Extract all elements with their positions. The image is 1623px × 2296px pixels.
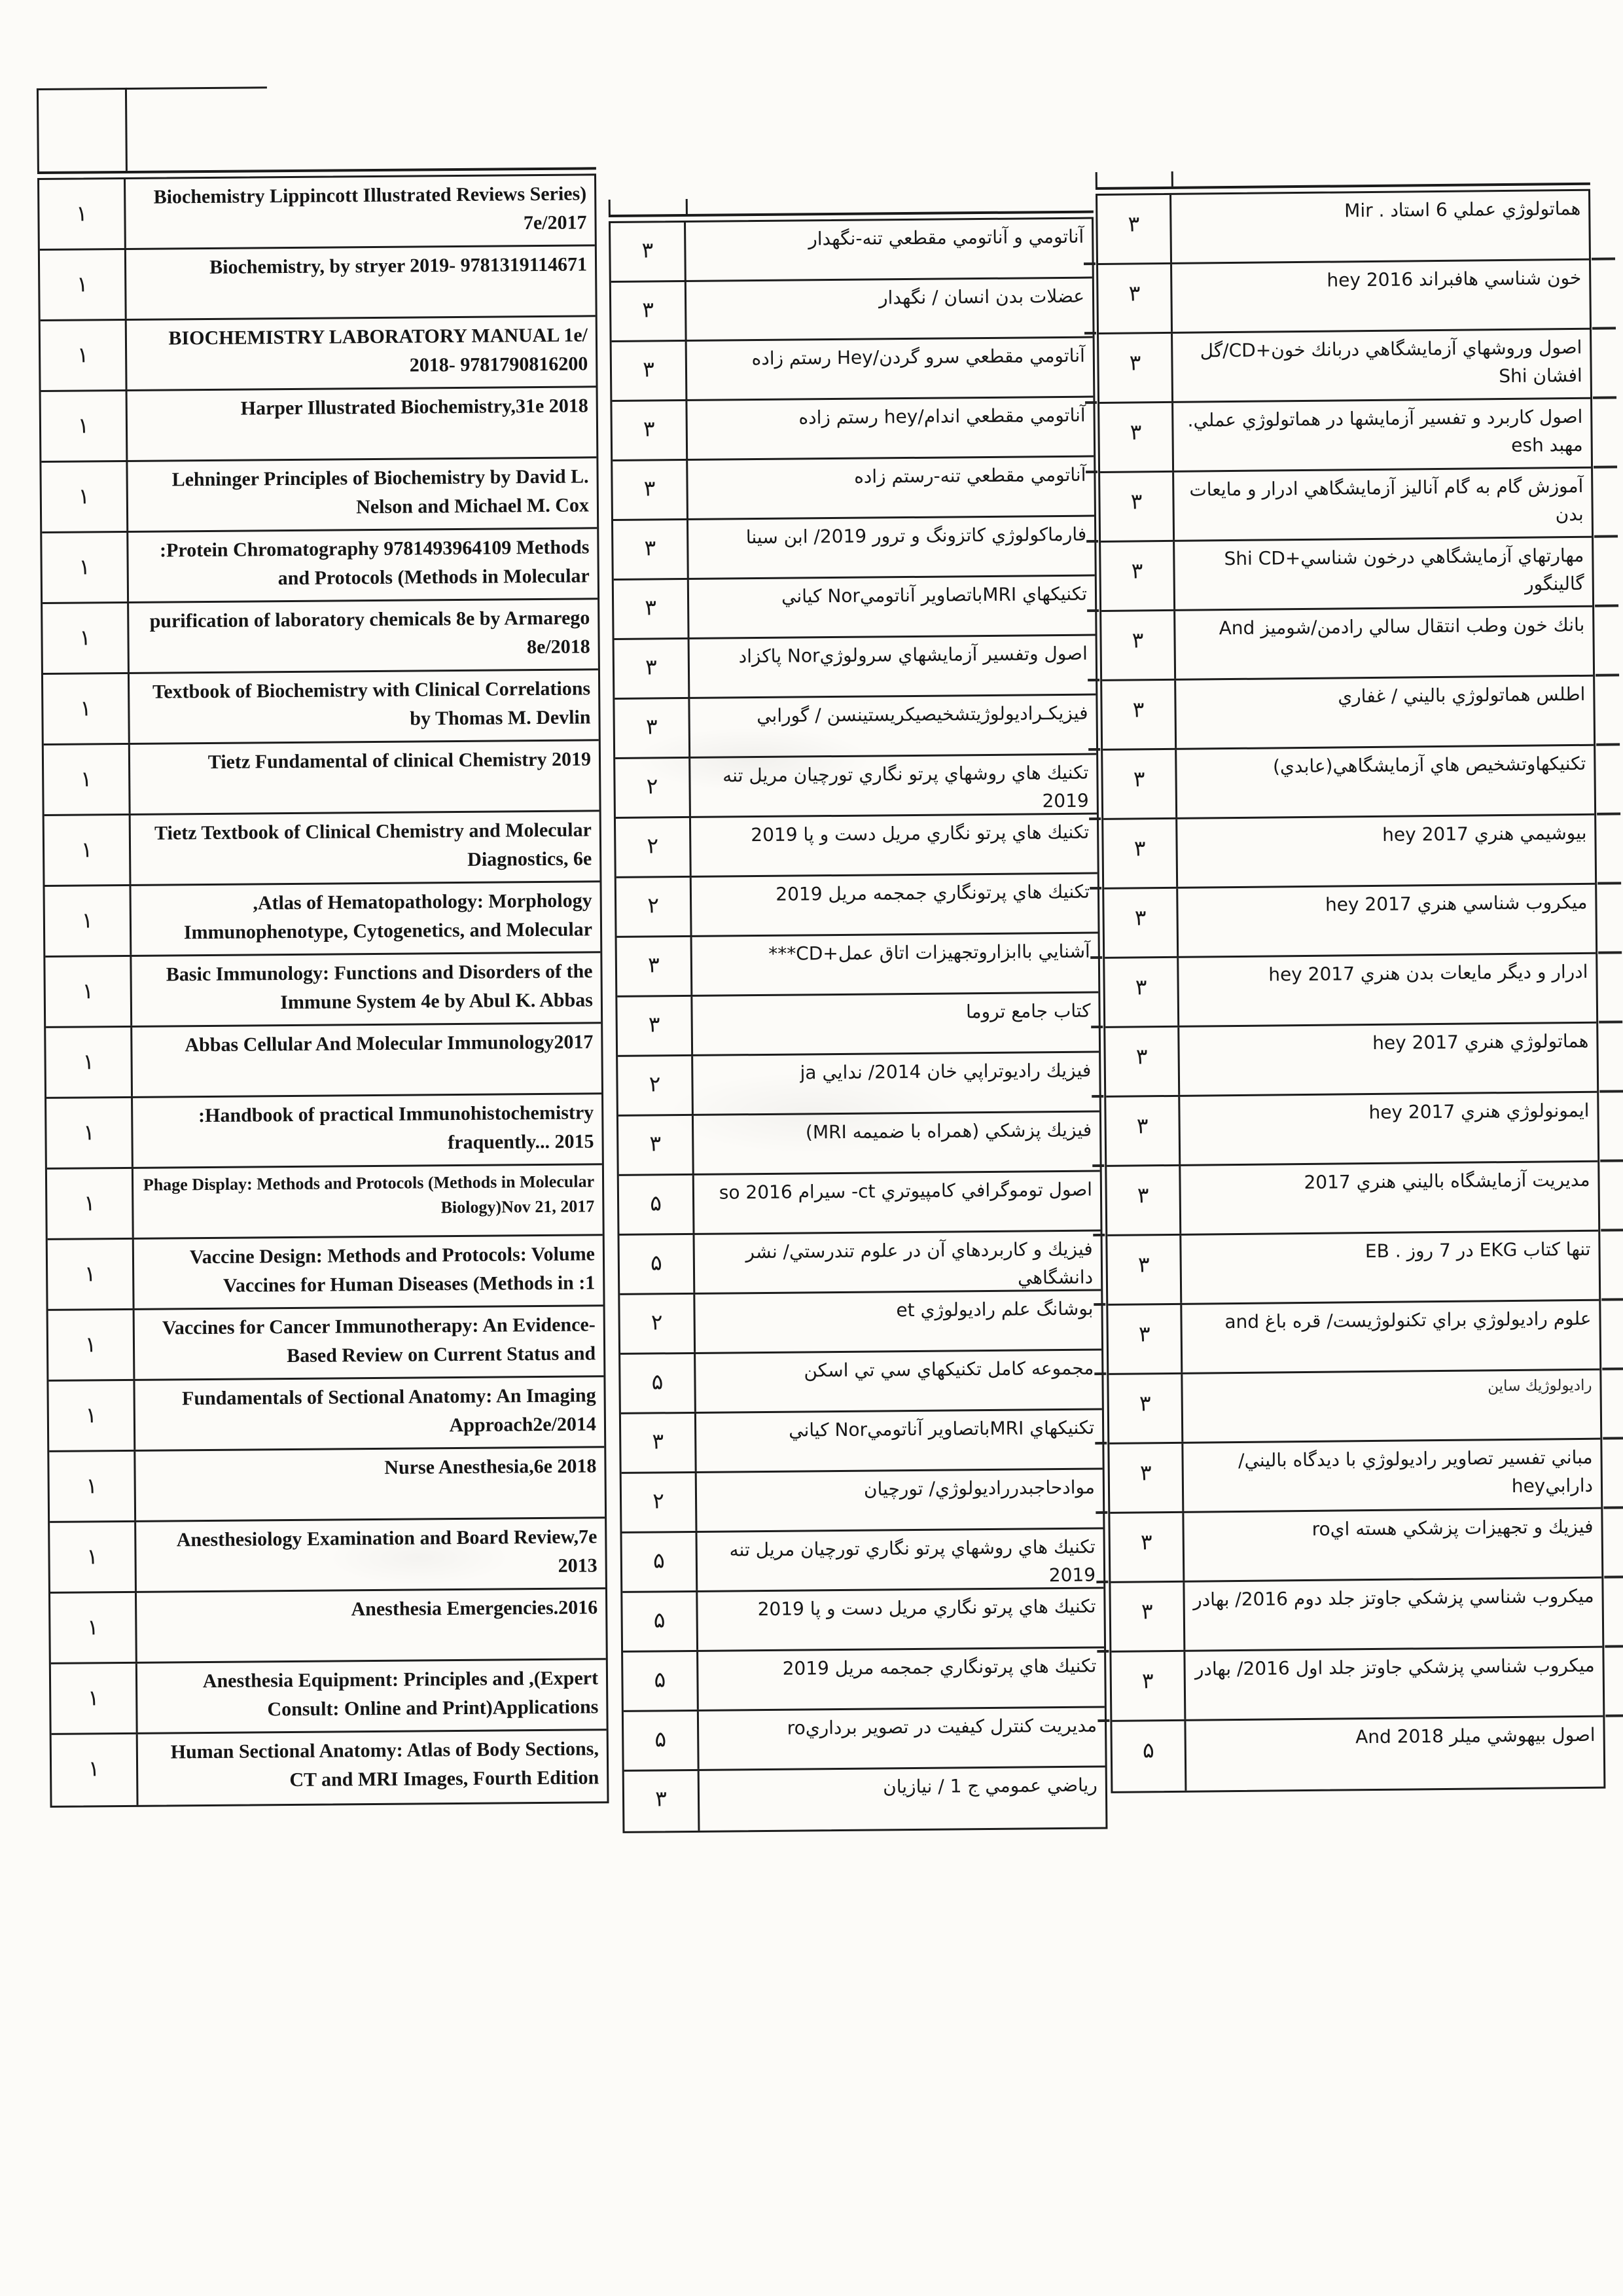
book-title-cell: رياضي عمومي ج 1 / نيازيان: [883, 1774, 1098, 1798]
book-title-cell: فيزيكـراديولوژيتشخيصيكريستينسن / گورابي: [756, 702, 1088, 727]
book-title-cell: بانك خون وطب انتقال سالي رادمن/شوميز And: [1219, 613, 1585, 639]
row-line-overshoot: [1084, 332, 1096, 334]
book-title-cell: بوشانگ علم راديولوژي et: [896, 1297, 1094, 1321]
book-title-cell: اصول وتفسير آزمايشهاي سرولوژيNor پاكزاد: [738, 642, 1088, 668]
quantity-cell: ١: [41, 391, 128, 461]
row-line-overshoot: [1601, 1298, 1623, 1300]
cutoff-row-divider-line: [1171, 171, 1173, 187]
table-row: [1101, 538, 1592, 612]
table-row: [1112, 1717, 1603, 1791]
cutoff-row-left-line: [1096, 172, 1097, 187]
table-row: [48, 1377, 604, 1452]
quantity-cell: ٢: [616, 878, 692, 936]
row-line-overshoot: [1598, 951, 1622, 954]
quantity-cell: ١: [45, 886, 132, 956]
book-title-cell: ,Atlas of Hematopathology: Morphology Immunophenotype, Cytogenetics, and Molecular: [183, 889, 593, 943]
book-title-cell: ميكروب شناسي پزشكي جاوتز جلد دوم 2016/ بهادر: [1193, 1585, 1594, 1611]
quantity-cell: ١: [43, 603, 130, 673]
book-title-cell: ايمونولوژي هنري hey 2017: [1368, 1099, 1590, 1124]
quantity-cell: ٣: [1107, 1166, 1181, 1234]
row-line-overshoot: [1601, 1229, 1623, 1231]
table-row: [41, 387, 597, 463]
row-line-overshoot: [1594, 535, 1618, 537]
book-title-cell: اصول كاربرد و تفسير آزمايشها در هماتولوژي عملي. مهبد esh: [1187, 405, 1583, 456]
row-line-overshoot: [1088, 679, 1099, 681]
quantity-cell: ٣: [621, 1414, 697, 1472]
book-title-cell: اصول توموگرافي كامپيوتري ct- سيرام so 2016: [719, 1178, 1093, 1204]
book-title-cell: Biochemistry, by stryer 2019- 9781319114671: [209, 253, 588, 278]
table-row: [1099, 330, 1590, 404]
quantity-cell: ٣: [614, 580, 690, 638]
book-title-cell: هماتولوژي عملي 6 استاد . Mir: [1344, 197, 1581, 222]
quantity-cell: ٣: [1107, 1236, 1182, 1304]
book-title-cell: اصول وروشهاي آزمايشگاهي دربانك خون+CD/گل افشان Shi: [1200, 336, 1582, 387]
table-row: [45, 882, 601, 958]
table-row: [48, 1306, 604, 1382]
book-title-cell: Textbook of Biochemistry with Clinical Correlations by Thomas M. Devlin: [152, 677, 591, 730]
table-row: [1102, 677, 1594, 751]
row-line-overshoot: [1593, 396, 1616, 399]
book-title-cell: ادرار و ديگر مايعات بدن هنري hey 2017: [1268, 960, 1588, 986]
quantity-cell: ١: [50, 1522, 137, 1592]
quantity-cell: ١: [46, 1028, 133, 1097]
book-title-cell: :Protein Chromatography 9781493964109 Methods and Protocols (Methods in Molecular: [159, 536, 590, 589]
quantity-cell: ٣: [1109, 1444, 1184, 1512]
quantity-cell: ٣: [1104, 889, 1179, 957]
row-line-overshoot: [1603, 1506, 1623, 1509]
row-line-overshoot: [1597, 882, 1621, 884]
table-row: [611, 279, 1093, 342]
table-row: [620, 1232, 1101, 1295]
quantity-cell: ٢: [620, 1295, 696, 1353]
quantity-cell: ١: [42, 533, 129, 602]
book-title-cell: تكنيك هاي پرتو نگاري مريل دست و پا 2019: [751, 821, 1090, 846]
table-row: [615, 696, 1096, 759]
table-row: [45, 953, 601, 1028]
book-title-cell: تكنيك هاي پرتونگاري جمجمه مريل 2019: [776, 880, 1090, 905]
table-row: [1106, 1093, 1597, 1167]
table-row: [44, 741, 599, 816]
book-title-cell: فيزيك و تجهيزات پزشكي هسته ايro: [1311, 1515, 1594, 1540]
row-line-overshoot: [1605, 1645, 1623, 1647]
row-line-overshoot: [1089, 817, 1101, 820]
table-row: [622, 1469, 1103, 1533]
book-title-cell: Nurse Anesthesia,6e 2018: [384, 1455, 597, 1479]
table-row: [620, 1350, 1102, 1414]
book-title-cell: Lehninger Principles of Biochemistry by David L. Nelson and Michael M. Cox: [171, 465, 590, 518]
quantity-cell: ۵: [1112, 1721, 1186, 1791]
quantity-cell: ١: [47, 1169, 134, 1238]
book-title-cell: BIOCHEMISTRY LABORATORY MANUAL 1e/ 2018- 9781790816200: [168, 324, 588, 376]
cutoff-row-left-line: [37, 88, 39, 171]
table-row: [41, 458, 597, 533]
quantity-cell: ٣: [1103, 819, 1178, 888]
table-row: [618, 1113, 1100, 1176]
table-persian-books-middle: [609, 217, 1107, 1833]
row-line-overshoot: [1594, 465, 1617, 468]
book-title-cell: مجموعه كامل تكنيكهاي سي تي اسكن: [804, 1357, 1094, 1382]
table-row: [619, 1172, 1101, 1236]
table-row: [49, 1448, 605, 1523]
book-title-cell: كتاب جامع تروما: [965, 999, 1091, 1023]
table-row: [617, 994, 1099, 1057]
book-title-cell: Biochemistry Lippincott Illustrated Reviews Series) 7e/2017: [153, 183, 587, 234]
row-line-overshoot: [1090, 887, 1101, 889]
quantity-cell: ٣: [1109, 1374, 1183, 1443]
quantity-cell: ١: [48, 1310, 135, 1380]
quantity-cell: ٣: [617, 997, 693, 1055]
table-row: [40, 246, 596, 321]
book-title-cell: اطلس هماتولوژي باليني / غفاري: [1338, 683, 1586, 708]
row-line-overshoot: [1093, 1234, 1105, 1236]
table-row: [616, 815, 1097, 878]
book-title-cell: تكنيكهاي MRIباتصاوير آناتوميNor كياني: [789, 1416, 1095, 1441]
row-line-overshoot: [1603, 1437, 1623, 1439]
quantity-cell: ٢: [615, 759, 691, 817]
quantity-cell: ۵: [622, 1533, 698, 1591]
row-line-overshoot: [1094, 1303, 1105, 1306]
book-title-cell: Anesthesia Equipment: Principles and ,(Expert Consult: Online and Print)Applications: [202, 1667, 599, 1720]
book-title-cell: فيزيك راديوتراپي خان 2014/ ندايي ja: [800, 1059, 1092, 1084]
table-row: [1109, 1371, 1600, 1444]
table-row: [624, 1708, 1105, 1771]
table-row: [51, 1660, 607, 1735]
row-line-overshoot: [1091, 1026, 1103, 1028]
book-title-cell: هماتولوژي هنري hey 2017: [1372, 1030, 1589, 1054]
book-title-cell: آناتومي مقطعي اندام/hey رستم زاده: [798, 404, 1086, 429]
quantity-cell: ١: [41, 321, 128, 390]
quantity-cell: ٣: [1099, 403, 1174, 471]
book-title-cell: مباني تفسير تصاوير راديولوژي با ديدگاه باليني/دارابيhey: [1238, 1446, 1594, 1497]
table-row: [615, 755, 1097, 819]
row-line-overshoot: [1596, 743, 1620, 745]
book-title-cell: Human Sectional Anatomy: Atlas of Body Sections, CT and MRI Images, Fourth Edition: [170, 1738, 599, 1791]
row-line-overshoot: [1602, 1367, 1623, 1370]
quantity-cell: ٣: [618, 1116, 694, 1174]
table-row: [1103, 746, 1594, 820]
quantity-cell: ٣: [615, 699, 690, 757]
book-title-cell: آناتومي مقطعي سرو گردن/Hey رستم زاده: [751, 344, 1085, 370]
book-title-cell: Harper Illustrated Biochemistry,31e 2018: [240, 395, 588, 420]
quantity-cell: ٣: [612, 342, 688, 400]
table-row: [1107, 1232, 1599, 1306]
quantity-cell: ٣: [1099, 334, 1173, 402]
row-line-overshoot: [1092, 1095, 1103, 1098]
table-row: [621, 1410, 1103, 1473]
quantity-cell: ۵: [620, 1354, 696, 1412]
book-title-cell: Phage Display: Methods and Protocols (Methods in Molecular Biology)Nov 21, 2017: [143, 1172, 595, 1217]
row-line-overshoot: [1605, 1714, 1623, 1717]
table-row: [618, 1053, 1099, 1117]
quantity-cell: ٣: [613, 520, 689, 579]
book-title-cell: علوم راديولوژي براي تكنولوژيست/ قره باغ and: [1224, 1307, 1592, 1333]
book-title-cell: آموزش گام به گام آناليز آزمايشگاهي ادرار و مايعات بدن: [1189, 475, 1584, 525]
row-line-overshoot: [1092, 1164, 1104, 1167]
quantity-cell: ٣: [1101, 542, 1175, 610]
table-english-books: [37, 173, 609, 1808]
quantity-cell: ٣: [1105, 1028, 1180, 1096]
book-title-cell: Anesthesiology Examination and Board Review,7e 2013: [176, 1526, 597, 1577]
quantity-cell: ٣: [1110, 1513, 1185, 1581]
table-row: [1097, 191, 1589, 265]
table-row: [1103, 816, 1595, 889]
quantity-cell: ٣: [1100, 473, 1175, 541]
table-row: [52, 1731, 607, 1806]
table-row: [612, 398, 1094, 461]
book-title-cell: Tietz Textbook of Clinical Chemistry and Molecular Diagnostics, 6e: [154, 819, 592, 870]
table-row: [612, 338, 1094, 402]
book-title-cell: اصول بيهوشي ميلر And 2018: [1355, 1723, 1596, 1748]
row-line-overshoot: [1597, 812, 1620, 815]
quantity-cell: ٣: [611, 282, 687, 340]
cutoff-row-divider-line: [686, 199, 688, 214]
table-row: [1108, 1301, 1599, 1375]
book-title-cell: Fundamentals of Sectional Anatomy: An Imaging Approach2e/2014: [181, 1384, 597, 1436]
book-title-cell: تكنيكهاي MRIباتصاوير آناتوميNor كياني: [781, 583, 1088, 607]
table-row: [622, 1588, 1104, 1652]
row-line-overshoot: [1592, 327, 1616, 329]
book-title-cell: فارماكولوژي كاتزونگ و ترور 2019/ ابن سينا: [745, 523, 1087, 548]
table-row: [1099, 399, 1591, 473]
book-title-cell: آناتومي و آناتومي مقطعي تنه-نگهدار: [808, 225, 1084, 250]
quantity-cell: ٢: [622, 1473, 698, 1532]
book-title-cell: خون شناسي هافبراند hey 2016: [1327, 266, 1582, 291]
table-row: [43, 600, 598, 675]
quantity-cell: ٣: [1101, 611, 1176, 679]
row-line-overshoot: [1094, 1372, 1106, 1375]
book-title-cell: مديريت آزمايشگاه باليني هنري 2017: [1304, 1168, 1590, 1194]
table-row: [48, 1236, 603, 1311]
quantity-cell: ١: [39, 179, 126, 249]
table-row: [1111, 1648, 1603, 1722]
cutoff-row-divider-line: [125, 88, 128, 171]
row-line-overshoot: [1600, 1159, 1623, 1162]
book-title-cell: Abbas Cellular And Molecular Immunology2017: [185, 1031, 594, 1056]
quantity-cell: ٣: [615, 639, 690, 698]
row-line-overshoot: [1097, 1719, 1109, 1722]
table-row: [1111, 1579, 1602, 1653]
quantity-cell: ١: [46, 1098, 134, 1168]
table-row: [624, 1767, 1106, 1831]
quantity-cell: ۵: [624, 1712, 700, 1770]
table-row: [43, 670, 599, 745]
table-row: [1107, 1162, 1598, 1236]
row-line-overshoot: [1096, 1581, 1108, 1583]
table-row: [615, 636, 1096, 700]
table-row: [617, 934, 1099, 997]
quantity-cell: ٣: [613, 461, 688, 519]
row-line-overshoot: [1599, 1020, 1622, 1023]
table-row: [39, 175, 595, 251]
row-line-overshoot: [1592, 257, 1615, 260]
quantity-cell: ٣: [617, 937, 693, 996]
book-title-cell: ميكروب شناسي هنري hey 2017: [1325, 891, 1588, 916]
table-row: [1104, 885, 1596, 959]
table-row: [1100, 469, 1592, 543]
book-title-cell: purification of laboratory chemicals 8e by Armarego 8e/2018: [149, 607, 590, 658]
book-title-cell: مديريت كنترل كيفيت در تصوير برداريro: [787, 1714, 1097, 1739]
book-title-cell: فيزيك و كاربردهاي آن در علوم تندرستي/ نشر دانشگاهي: [745, 1238, 1094, 1289]
book-title-cell: Anesthesia Emergencies.2016: [351, 1596, 598, 1621]
book-title-cell: Tietz Fundamental of clinical Chemistry 2019: [207, 748, 592, 773]
table-row: [1098, 260, 1590, 334]
row-line-overshoot: [1095, 1442, 1107, 1444]
quantity-cell: ٣: [624, 1771, 700, 1831]
table-row: [620, 1291, 1101, 1354]
row-line-overshoot: [1097, 1650, 1109, 1653]
table-row: [1109, 1440, 1601, 1514]
book-title-cell: آناتومي مقطعي تنه-رستم زاده: [854, 463, 1086, 488]
book-title-cell: تكنيكهاوتشخيص هاي آزمايشگاهي(عابدي): [1272, 752, 1586, 778]
table-row: [614, 577, 1096, 640]
book-title-cell: فيزيك پزشكي (همراه با ضميمه MRI): [805, 1119, 1092, 1143]
quantity-cell: ٣: [1105, 958, 1179, 1026]
quantity-cell: ١: [49, 1452, 136, 1521]
book-title-cell: موادحاجبدرراديولوژي/ تورچيان: [863, 1476, 1096, 1500]
row-line-overshoot: [1604, 1575, 1623, 1578]
book-title-cell: مهارتهاي آزمايشگاهي درخون شناسي+Shi CD گالينگور: [1224, 544, 1584, 595]
book-title-cell: بيوشيمي هنري hey 2017: [1382, 821, 1587, 846]
table-row: [611, 219, 1092, 283]
quantity-cell: ٣: [1098, 264, 1173, 332]
row-line-overshoot: [1090, 956, 1102, 959]
book-title-cell: تكنيك هاي روشهاي پرتو نگاري تورچيان مريل تنه 2019: [729, 1535, 1096, 1586]
quantity-cell: ۵: [620, 1235, 696, 1293]
table-row: [1105, 1024, 1597, 1098]
table-row: [50, 1518, 605, 1594]
quantity-cell: ١: [43, 674, 130, 744]
quantity-cell: ٣: [612, 401, 688, 459]
quantity-cell: ٣: [1102, 681, 1177, 749]
quantity-cell: ١: [44, 745, 131, 814]
quantity-cell: ١: [50, 1593, 137, 1662]
row-line-overshoot: [1086, 540, 1098, 543]
table-row: [616, 874, 1098, 938]
row-line-overshoot: [1086, 471, 1097, 473]
table-row: [1101, 607, 1593, 681]
row-line-overshoot: [1087, 609, 1099, 612]
table-persian-books-right: [1096, 189, 1605, 1793]
table-row: [47, 1165, 603, 1240]
quantity-cell: ١: [45, 816, 132, 885]
quantity-cell: ٣: [1106, 1097, 1181, 1165]
book-title-cell: Vaccines for Cancer Immunotherapy: An Evidence-Based Review on Current Status and: [162, 1314, 596, 1367]
quantity-cell: ١: [48, 1381, 135, 1450]
quantity-cell: ٢: [618, 1056, 694, 1115]
row-line-overshoot: [1088, 748, 1100, 751]
table-row: [623, 1648, 1105, 1712]
table-row: [50, 1589, 606, 1664]
table-row: [46, 1094, 602, 1170]
quantity-cell: ١: [41, 462, 128, 531]
book-title-cell: :Handbook of practical Immunohistochemistry fraquently... 2015: [198, 1102, 594, 1153]
row-line-overshoot: [1085, 401, 1097, 404]
quantity-cell: ١: [51, 1664, 138, 1733]
quantity-cell: ٣: [1111, 1652, 1186, 1720]
row-line-overshoot: [1084, 262, 1096, 265]
book-title-cell: عضلات بدن انسان / نگهدار: [878, 285, 1085, 309]
book-title-cell: Basic Immunology: Functions and Disorders of the Immune System 4e by Abul K. Abbas: [166, 960, 594, 1013]
cutoff-row-top-line: [37, 86, 267, 90]
quantity-cell: ١: [48, 1240, 135, 1309]
quantity-cell: ۵: [623, 1652, 699, 1710]
row-line-overshoot: [1599, 1090, 1623, 1092]
book-title-cell: تنها كتاب EKG در 7 روز . EB: [1364, 1238, 1591, 1263]
row-line-overshoot: [1096, 1511, 1107, 1514]
quantity-cell: ١: [52, 1734, 139, 1806]
table-row: [1110, 1509, 1601, 1583]
table-row: [46, 1024, 601, 1099]
book-title-cell: Vaccine Design: Methods and Protocols: Volume Vaccines for Human Diseases (Methods in :1: [189, 1243, 596, 1297]
book-title-cell: راديولوژيك ساين: [1488, 1376, 1592, 1395]
row-line-overshoot: [1596, 673, 1619, 676]
quantity-cell: ١: [40, 250, 127, 319]
book-title-cell: تكنيك هاي پرتونگاري جمجمه مريل 2019: [782, 1655, 1097, 1679]
quantity-cell: ٢: [616, 818, 692, 876]
table-row: [1105, 954, 1596, 1028]
row-line-overshoot: [1595, 604, 1618, 607]
table-row: [613, 457, 1094, 521]
table-row: [613, 517, 1095, 581]
table-row: [41, 317, 596, 392]
table-row: [45, 812, 600, 887]
quantity-cell: ١: [45, 957, 132, 1026]
quantity-cell: ٣: [1103, 750, 1177, 818]
book-title-cell: تكنيك هاي پرتو نگاري مريل دست و پا 2019: [757, 1595, 1096, 1621]
table-row: [42, 529, 597, 604]
quantity-cell: ٣: [1111, 1583, 1185, 1651]
quantity-cell: ٣: [1097, 195, 1172, 263]
cutoff-row-left-line: [609, 200, 611, 215]
table-row: [622, 1529, 1103, 1592]
book-title-cell: آشنايي باابزاروتجهيزات اتاق عمل+CD***: [768, 940, 1090, 965]
quantity-cell: ٣: [611, 223, 687, 281]
quantity-cell: ٣: [1108, 1305, 1183, 1373]
book-title-cell: تكنيك هاي روشهاي پرتو نگاري تورچيان مريل تنه 2019: [722, 761, 1089, 812]
quantity-cell: ۵: [619, 1175, 695, 1234]
quantity-cell: ۵: [622, 1592, 698, 1651]
book-title-cell: ميكروب شناسي پزشكي جاوتز جلد اول 2016/ بهادر: [1194, 1654, 1595, 1680]
